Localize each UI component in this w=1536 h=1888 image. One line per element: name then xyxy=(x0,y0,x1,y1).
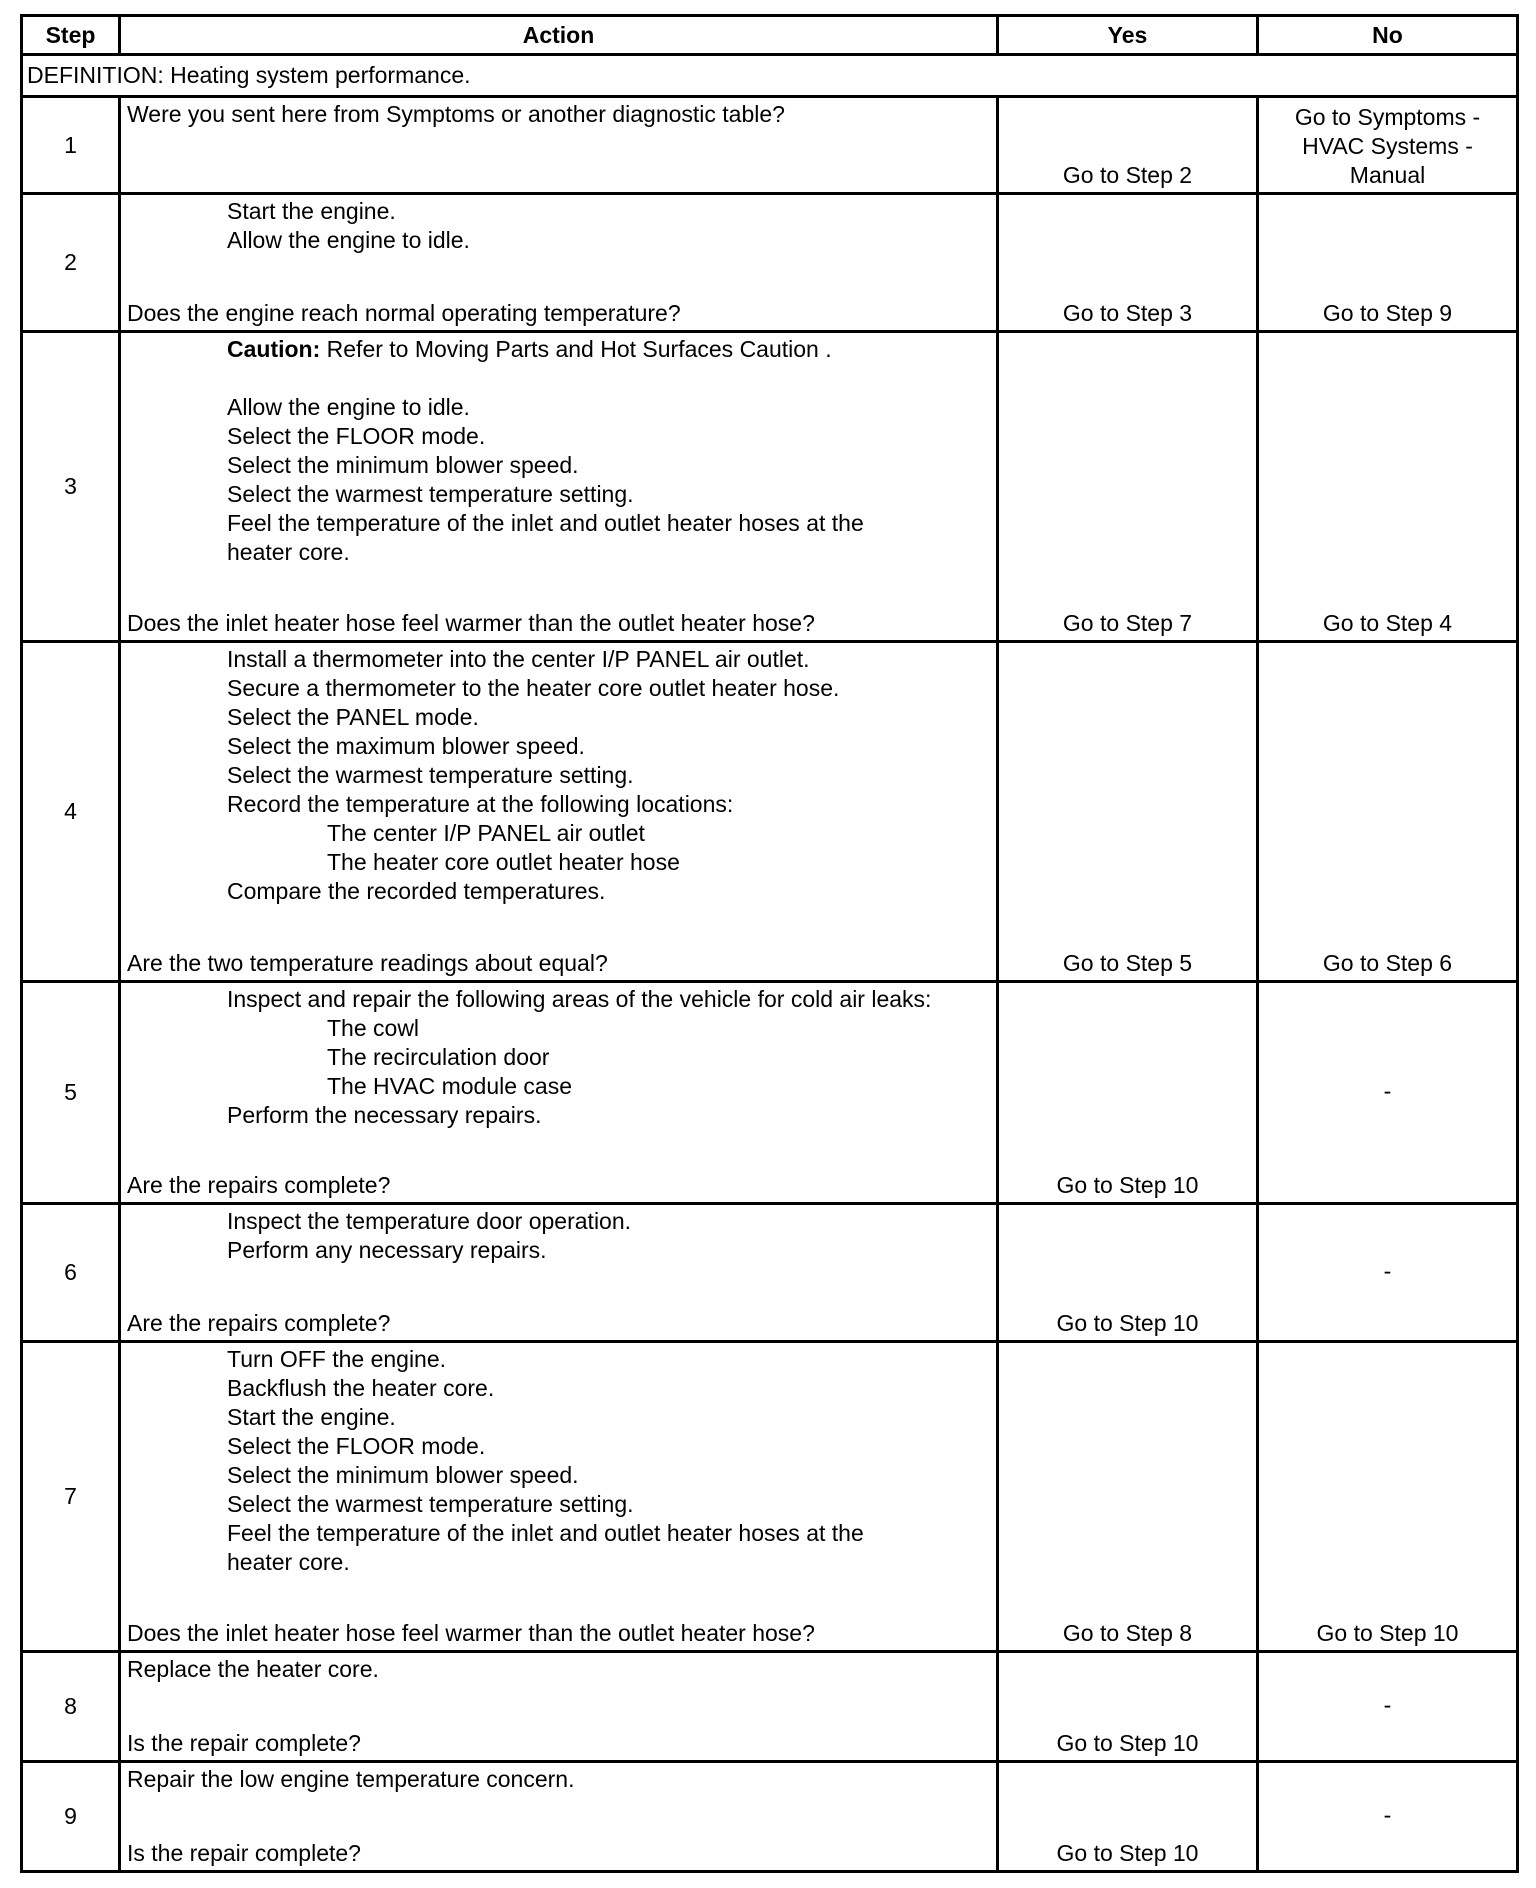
action-line: Secure a thermometer to the heater core outlet heater hose. xyxy=(227,675,840,701)
no-result: Go to Step 6 xyxy=(1258,642,1518,982)
step-action xyxy=(120,1204,998,1342)
step-action xyxy=(120,982,998,1204)
action-line: Feel the temperature of the inlet and outlet heater hoses at the xyxy=(227,1520,864,1546)
yes-result: Go to Step 10 xyxy=(998,1204,1258,1342)
header-row xyxy=(22,16,1518,55)
action-line: Perform the necessary repairs. xyxy=(227,1102,542,1128)
yes-result: Go to Step 10 xyxy=(998,1652,1258,1762)
action-line: Backflush the heater core. xyxy=(227,1375,495,1401)
no-result-line: Go to Symptoms - xyxy=(1294,104,1481,130)
header-step: Step xyxy=(22,16,120,55)
step-number: 8 xyxy=(22,1652,120,1762)
action-line: Start the engine. xyxy=(227,1404,396,1430)
step-question: Does the inlet heater hose feel warmer than the outlet heater hose? xyxy=(127,1620,815,1646)
action-line: Select the PANEL mode. xyxy=(227,704,479,730)
action-line: Repair the low engine temperature concern. xyxy=(127,1766,575,1792)
action-line: Turn OFF the engine. xyxy=(227,1346,447,1372)
yes-result: Go to Step 7 xyxy=(998,332,1258,642)
action-subline: The cowl xyxy=(327,1015,420,1041)
step-question: Is the repair complete? xyxy=(127,1730,361,1756)
action-line: Start the engine. xyxy=(227,198,396,224)
table-row-step-9 xyxy=(22,1762,1518,1872)
table-row-step-6 xyxy=(22,1204,1518,1342)
action-line: Inspect and repair the following areas of the vehicle for cold air leaks: xyxy=(227,986,932,1012)
action-line: Allow the engine to idle. xyxy=(227,394,470,420)
step-number: 6 xyxy=(22,1204,120,1342)
no-result-line: HVAC Systems - xyxy=(1302,133,1473,159)
step-number: 1 xyxy=(22,97,120,194)
yes-result: Go to Step 10 xyxy=(998,982,1258,1204)
yes-result: Go to Step 5 xyxy=(998,642,1258,982)
action-subline: The HVAC module case xyxy=(327,1073,573,1099)
step-action xyxy=(120,1652,998,1762)
step-number: 7 xyxy=(22,1342,120,1652)
yes-result: Go to Step 8 xyxy=(998,1342,1258,1652)
step-number: 4 xyxy=(22,642,120,982)
action-line: Allow the engine to idle. xyxy=(227,227,470,253)
step-action xyxy=(120,1762,998,1872)
step-question: Is the repair complete? xyxy=(127,1840,361,1866)
table-row-step-7 xyxy=(22,1342,1518,1652)
step-question: Are the two temperature readings about equal? xyxy=(127,950,608,976)
action-line: Record the temperature at the following locations: xyxy=(227,791,734,817)
header-yes: Yes xyxy=(998,16,1258,55)
table-row-step-8 xyxy=(22,1652,1518,1762)
action-line: Select the minimum blower speed. xyxy=(227,1462,579,1488)
action-line: heater core. xyxy=(227,1549,350,1575)
action-line: Select the FLOOR mode. xyxy=(227,1433,486,1459)
action-line: Replace the heater core. xyxy=(127,1656,379,1682)
step-action xyxy=(120,642,998,982)
step-action xyxy=(120,332,998,642)
no-result: Go to Step 10 xyxy=(1258,1342,1518,1652)
action-line: Select the warmest temperature setting. xyxy=(227,481,634,507)
no-result xyxy=(1258,97,1518,194)
no-result: Go to Step 9 xyxy=(1258,194,1518,332)
step-number: 9 xyxy=(22,1762,120,1872)
table-row-step-4 xyxy=(22,642,1518,982)
step-action xyxy=(120,97,998,194)
step-number: 2 xyxy=(22,194,120,332)
action-line: Feel the temperature of the inlet and outlet heater hoses at the xyxy=(227,510,864,536)
action-line: Install a thermometer into the center I/P PANEL air outlet. xyxy=(227,646,810,672)
table-row-step-2 xyxy=(22,194,1518,332)
step-action xyxy=(120,1342,998,1652)
step-question: Are the repairs complete? xyxy=(127,1172,391,1198)
action-line: Compare the recorded temperatures. xyxy=(227,878,606,904)
caution-text: Refer to Moving Parts and Hot Surfaces Caution . xyxy=(320,336,832,362)
diagnostic-table xyxy=(20,14,1519,1873)
step-action xyxy=(120,194,998,332)
action-line: Select the maximum blower speed. xyxy=(227,733,585,759)
action-line: Perform any necessary repairs. xyxy=(227,1237,547,1263)
header-no: No xyxy=(1258,16,1518,55)
action-line: Select the FLOOR mode. xyxy=(227,423,486,449)
step-number: 5 xyxy=(22,982,120,1204)
definition-row xyxy=(22,55,1518,97)
action-line: Select the minimum blower speed. xyxy=(227,452,579,478)
no-result: - xyxy=(1258,1652,1518,1762)
header-action: Action xyxy=(120,16,998,55)
no-result-line: Manual xyxy=(1349,162,1426,188)
caution-line xyxy=(127,335,996,364)
definition-text: DEFINITION: Heating system performance. xyxy=(22,55,1518,97)
no-result: - xyxy=(1258,1204,1518,1342)
no-result: - xyxy=(1258,1762,1518,1872)
yes-result: Go to Step 3 xyxy=(998,194,1258,332)
step-question: Are the repairs complete? xyxy=(127,1310,391,1336)
step-question: Does the inlet heater hose feel warmer than the outlet heater hose? xyxy=(127,610,815,636)
caution-label: Caution: xyxy=(227,336,321,362)
action-line: Inspect the temperature door operation. xyxy=(227,1208,632,1234)
no-result: Go to Step 4 xyxy=(1258,332,1518,642)
table-row-step-1 xyxy=(22,97,1518,194)
action-line: Were you sent here from Symptoms or another diagnostic table? xyxy=(127,101,785,127)
action-line: heater core. xyxy=(227,539,350,565)
action-subline: The heater core outlet heater hose xyxy=(327,849,680,875)
yes-result: Go to Step 2 xyxy=(998,97,1258,194)
no-result: - xyxy=(1258,982,1518,1204)
table-row-step-5 xyxy=(22,982,1518,1204)
action-subline: The recirculation door xyxy=(327,1044,550,1070)
action-line: Select the warmest temperature setting. xyxy=(227,762,634,788)
action-subline: The center I/P PANEL air outlet xyxy=(327,820,645,846)
yes-result: Go to Step 10 xyxy=(998,1762,1258,1872)
table-row-step-3 xyxy=(22,332,1518,642)
step-question: Does the engine reach normal operating temperature? xyxy=(127,300,681,326)
action-line: Select the warmest temperature setting. xyxy=(227,1491,634,1517)
step-number: 3 xyxy=(22,332,120,642)
